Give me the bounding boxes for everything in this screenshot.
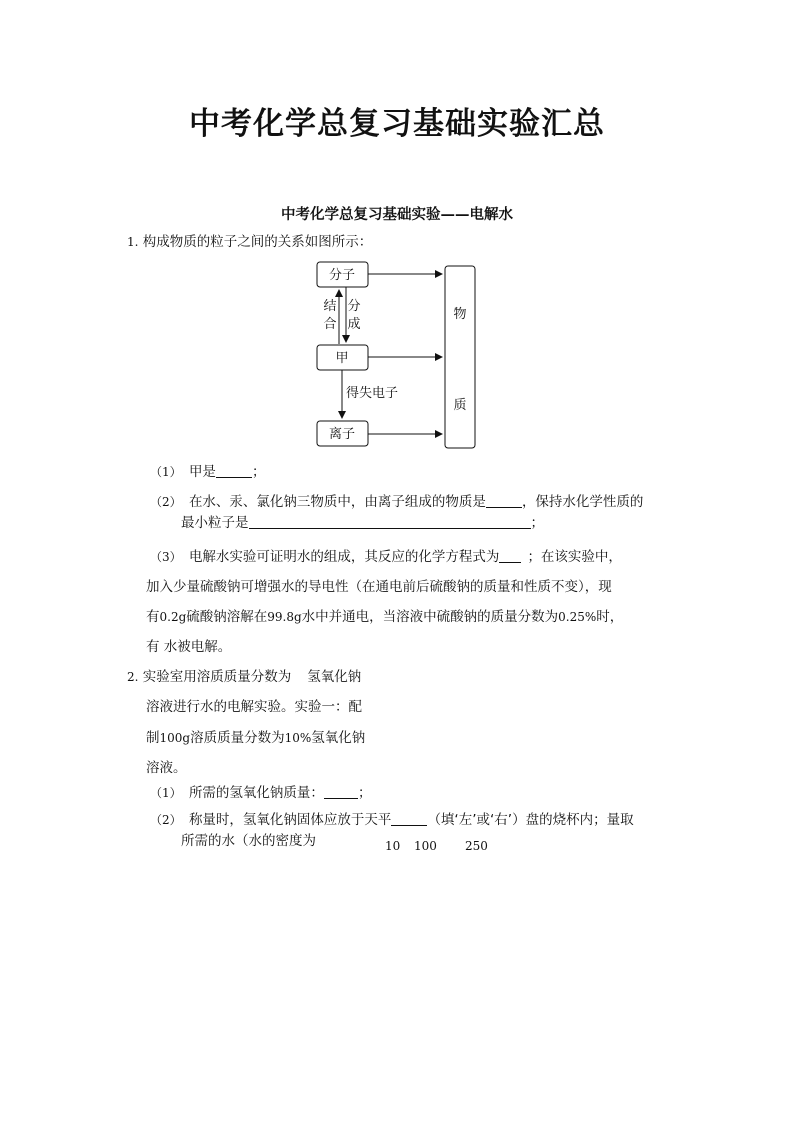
answer-blank[interactable] — [499, 548, 521, 563]
answer-blank[interactable] — [249, 514, 531, 529]
text: 硫酸钠溶解在 — [186, 609, 268, 625]
molecule-label: 分子 — [328, 268, 356, 283]
part-text: 在水、汞、氯化钠三物质中，由离子组成的物质是 — [188, 494, 486, 510]
matter-label-2: 质 — [453, 398, 467, 413]
text: 实验室用溶质质量分数为 — [142, 669, 292, 685]
text: 有 — [146, 609, 160, 625]
text: 制 — [146, 730, 160, 746]
cylinder-option-10: 10 — [385, 839, 401, 853]
question-1-stem — [127, 233, 372, 251]
question-2-line-3 — [146, 729, 365, 747]
part-text: 所需的氢氧化钠质量： — [188, 785, 324, 801]
answer-blank[interactable] — [486, 493, 522, 508]
matter-box — [445, 266, 475, 448]
text: 时， — [596, 609, 624, 625]
document-title: 中考化学总复习基础实验汇总 — [189, 106, 605, 142]
part-text-end: （填‘左’或‘右’）盘的烧杯内；量取 — [427, 812, 634, 828]
part-number: （1） — [150, 465, 182, 479]
question-1-part-2-line-2 — [181, 514, 544, 532]
question-2-part-2-line-2: 所需的水（水的密度为 — [181, 833, 316, 849]
question-2-part-1 — [150, 784, 371, 802]
part-text-end: ，保持水化学性质的 — [521, 494, 644, 510]
section-title: 中考化学总复习基础实验——电解水 — [281, 206, 513, 223]
matter-label-1: 物 — [453, 307, 467, 322]
value: 0.25% — [558, 610, 597, 624]
part-text: 最小粒子是 — [181, 515, 249, 531]
jia-label: 甲 — [335, 351, 349, 366]
text: 氢氧化钠 — [311, 730, 366, 746]
split-label-2: 成 — [347, 317, 361, 332]
ion-label: 离子 — [328, 427, 356, 442]
question-2-line-4: 溶液。 — [146, 760, 187, 776]
value: 10% — [284, 731, 312, 745]
combine-label-2: 合 — [323, 317, 337, 332]
cylinder-option-250: 250 — [465, 839, 488, 853]
text: 水中并通电，当溶液中硫酸钠的质量分数为 — [301, 609, 559, 625]
value: 0.2g — [159, 610, 187, 624]
question-1-part-3-line-4: 有 水被电解。 — [146, 639, 232, 655]
value: 100g — [159, 731, 191, 745]
part-end: ； — [530, 515, 544, 531]
question-1-part-2-line-1 — [150, 493, 643, 511]
part-number: （3） — [150, 550, 182, 564]
question-2-part-2-line-1 — [150, 811, 634, 829]
text: 氢氧化钠 — [307, 669, 362, 685]
particle-relation-diagram — [300, 258, 490, 453]
part-end: ； — [357, 785, 372, 801]
part-number: （2） — [150, 495, 182, 509]
part-text: 电解水实验可证明水的组成，其反应的化学方程式为 — [188, 549, 500, 565]
question-1-part-3-line-2: 加入少量硫酸钠可增强水的导电性（在通电前后硫酸钠的质量和性质不变），现 — [146, 579, 612, 595]
part-text: 称量时，氢氧化钠固体应放于天平 — [188, 812, 392, 828]
answer-blank[interactable] — [216, 463, 252, 478]
stem-text: 构成物质的粒子之间的关系如图所示： — [142, 234, 373, 250]
question-1-part-1 — [150, 463, 265, 481]
question-1-part-3-line-3 — [146, 608, 623, 626]
value: 99.8g — [267, 610, 302, 624]
answer-blank[interactable] — [324, 784, 358, 799]
electron-label: 得失电子 — [346, 386, 399, 401]
question-2-line-1 — [127, 668, 361, 686]
text: 溶质质量分数为 — [190, 730, 285, 746]
question-number: 1. — [127, 235, 139, 249]
part-text: 甲是 — [188, 464, 216, 480]
question-number: 2. — [127, 670, 139, 684]
part-text-end: ；在该实验中， — [527, 549, 622, 565]
combine-label-1: 结 — [323, 299, 337, 314]
part-end: ； — [251, 464, 266, 480]
answer-blank[interactable] — [391, 811, 427, 826]
part-number: （1） — [150, 786, 182, 800]
cylinder-option-100: 100 — [414, 839, 437, 853]
question-1-part-3-line-1 — [150, 548, 622, 566]
split-label-1: 分 — [347, 299, 361, 314]
question-2-line-2: 溶液进行水的电解实验。实验一：配 — [146, 699, 362, 715]
part-number: （2） — [150, 813, 182, 827]
